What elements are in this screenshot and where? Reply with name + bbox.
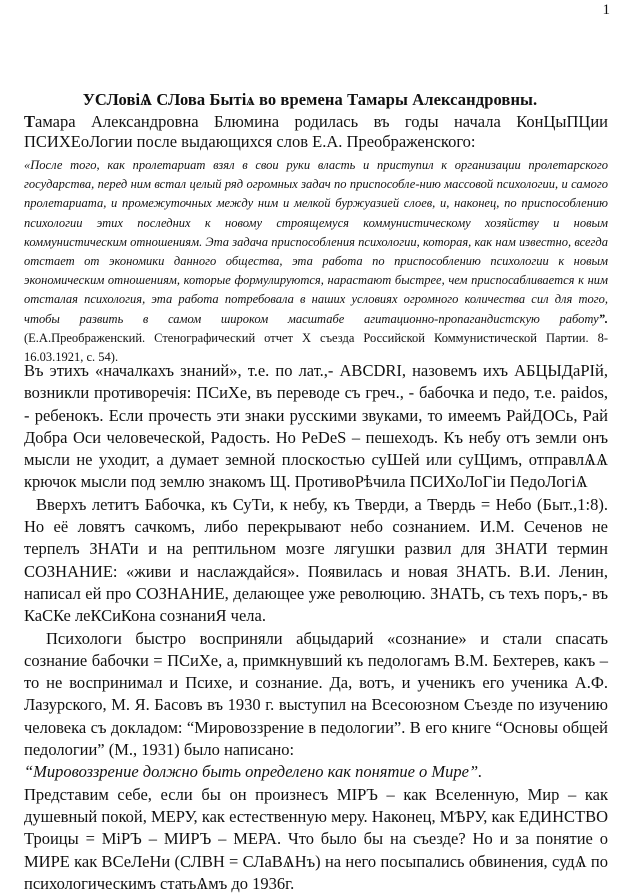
paragraph-1: Въ этихъ «началкахъ знаний», т.е. по лат.,- ABCDRI, назовемъ ихъ АБЦЫДаРIй, возникли противоречiя: ПСиХе, въ переводе съ греч., - бабочка и педо, т.е. paidos, - ребенокъ. Если прочесть эти знаки русскими звуками, то имеемъ РайДОСь, Рай Добра Оси человеческой, Радость. Но PeDeS – пешеходъ. Къ небу отъ земли онъ мысли не уходит, а думает земной плоскостью суШей или суЩимъ, отправлѦѦ крючок мысли под землю знакомъ Щ. ПротивоРѣчила ПСИХоЛоГiи ПедоЛогiѦ [24, 361, 608, 492]
quote-line: “Мировоззрение должно быть определено как понятие о Мире”. [24, 762, 483, 782]
paragraph-4: Представим себе, если бы он произнесъ МIРЪ – как Вселенную, Мир – как душевный покой, МЕРУ, как естественную меру. Наконец, МѢРУ, как ЕДИНСТВО Троицы = МiРЪ – МИРЪ – МЕРА. Что было бы на съезде? Но и за понятие о МИРЕ как ВСеЛеНи (СЛВН = СЛаВѦНъ) на него посыпались обвинения, судѦ по психологическимъ статьѦмъ до 1936г. [24, 784, 608, 893]
quote-block [24, 156, 608, 367]
page-title: УСЛовiѦ СЛова Бытiѧ во времена Тамары Александровны. [82, 90, 538, 109]
quote-end: ”. [598, 311, 608, 326]
drop-cap: Т [24, 112, 36, 131]
quote-text: «После того, как пролетариат взял в свои руки власть и приступил к организации пролетарского государства, перед ним встал целый ряд огромных задач по приспособле-нию массовой психологии, и самого пролетариата, и промежуточных между ним и мелкой буржуазией слоев, и, наконец, по приспособлению психологии этих последних к новому строящемуся коммунистическому хозяйству и новым коммунистическим отношениям. Эта задача приспособления психологии, которая, как нам известно, всегда отстает от экономики данного общества, эта работа по приспособлению психологии к новым экономическим отношениям, которые формулируются, нарастают быстрее, чем приспосабливается к ним отсталая психология, эта работа потребовала в наших условиях огромного количества сил для того, чтобы развить в самом широком масштабе агитационно-пропагандистскую работу [24, 158, 608, 326]
intro-paragraph [24, 112, 608, 152]
body-text [24, 360, 608, 895]
paragraph-3: Психологи быстро восприняли абцыдарий «сознание» и стали спасать сознание бабочки = ПСиХе, а, примкнувший къ педологамъ В.М. Бехтерев, какъ – то не воспринимал и Психе, и сознание. Да, вотъ, и ученикъ его ученика А.Ф. Лазурского, М. Я. Басовъ въ 1930 г. выступил на Всесоюзном Съезде по изучению человека съ докладом: “Мировоззрение в педологии”. В его книге “Основы общей педологии” (М., 1931) было написано: [24, 628, 608, 760]
page-number: 1 [602, 2, 610, 18]
quote-source: (Е.А.Преображенский. Стенографический отчет Х съезда Российской Коммунистической Партии. 8-16.03.1921, с. 54). [24, 330, 608, 365]
paragraph-2: Вверхъ летитъ Бабочка, къ СуТи, к небу, къ Тверди, а Твердь = Небо (Быт.,1:8). Но её ловятъ сачкомъ, либо перекрывают небо сознанием. И.М. Сеченов не терпелъ ЗНАТи и на рептильном мозге лягушки развил для ЗНАТИ термин СОЗНАНИЕ: «живи и наслаждайся». Появилась и новая ЗНАТЬ. В.И. Ленин, написал ей про СОЗНАНИЕ, делающее уже революцию. ЗНАТЬ, съ техъ поръ,- въ КаСКе леКСиКона сознаниЯ чела. [24, 494, 608, 626]
intro-text: амара Александровна Блюмина родилась въ годы начала КонЦыПЦии ПСИХЕоЛогии после выдающихся слов Е.А. Преображенского: [24, 112, 608, 151]
